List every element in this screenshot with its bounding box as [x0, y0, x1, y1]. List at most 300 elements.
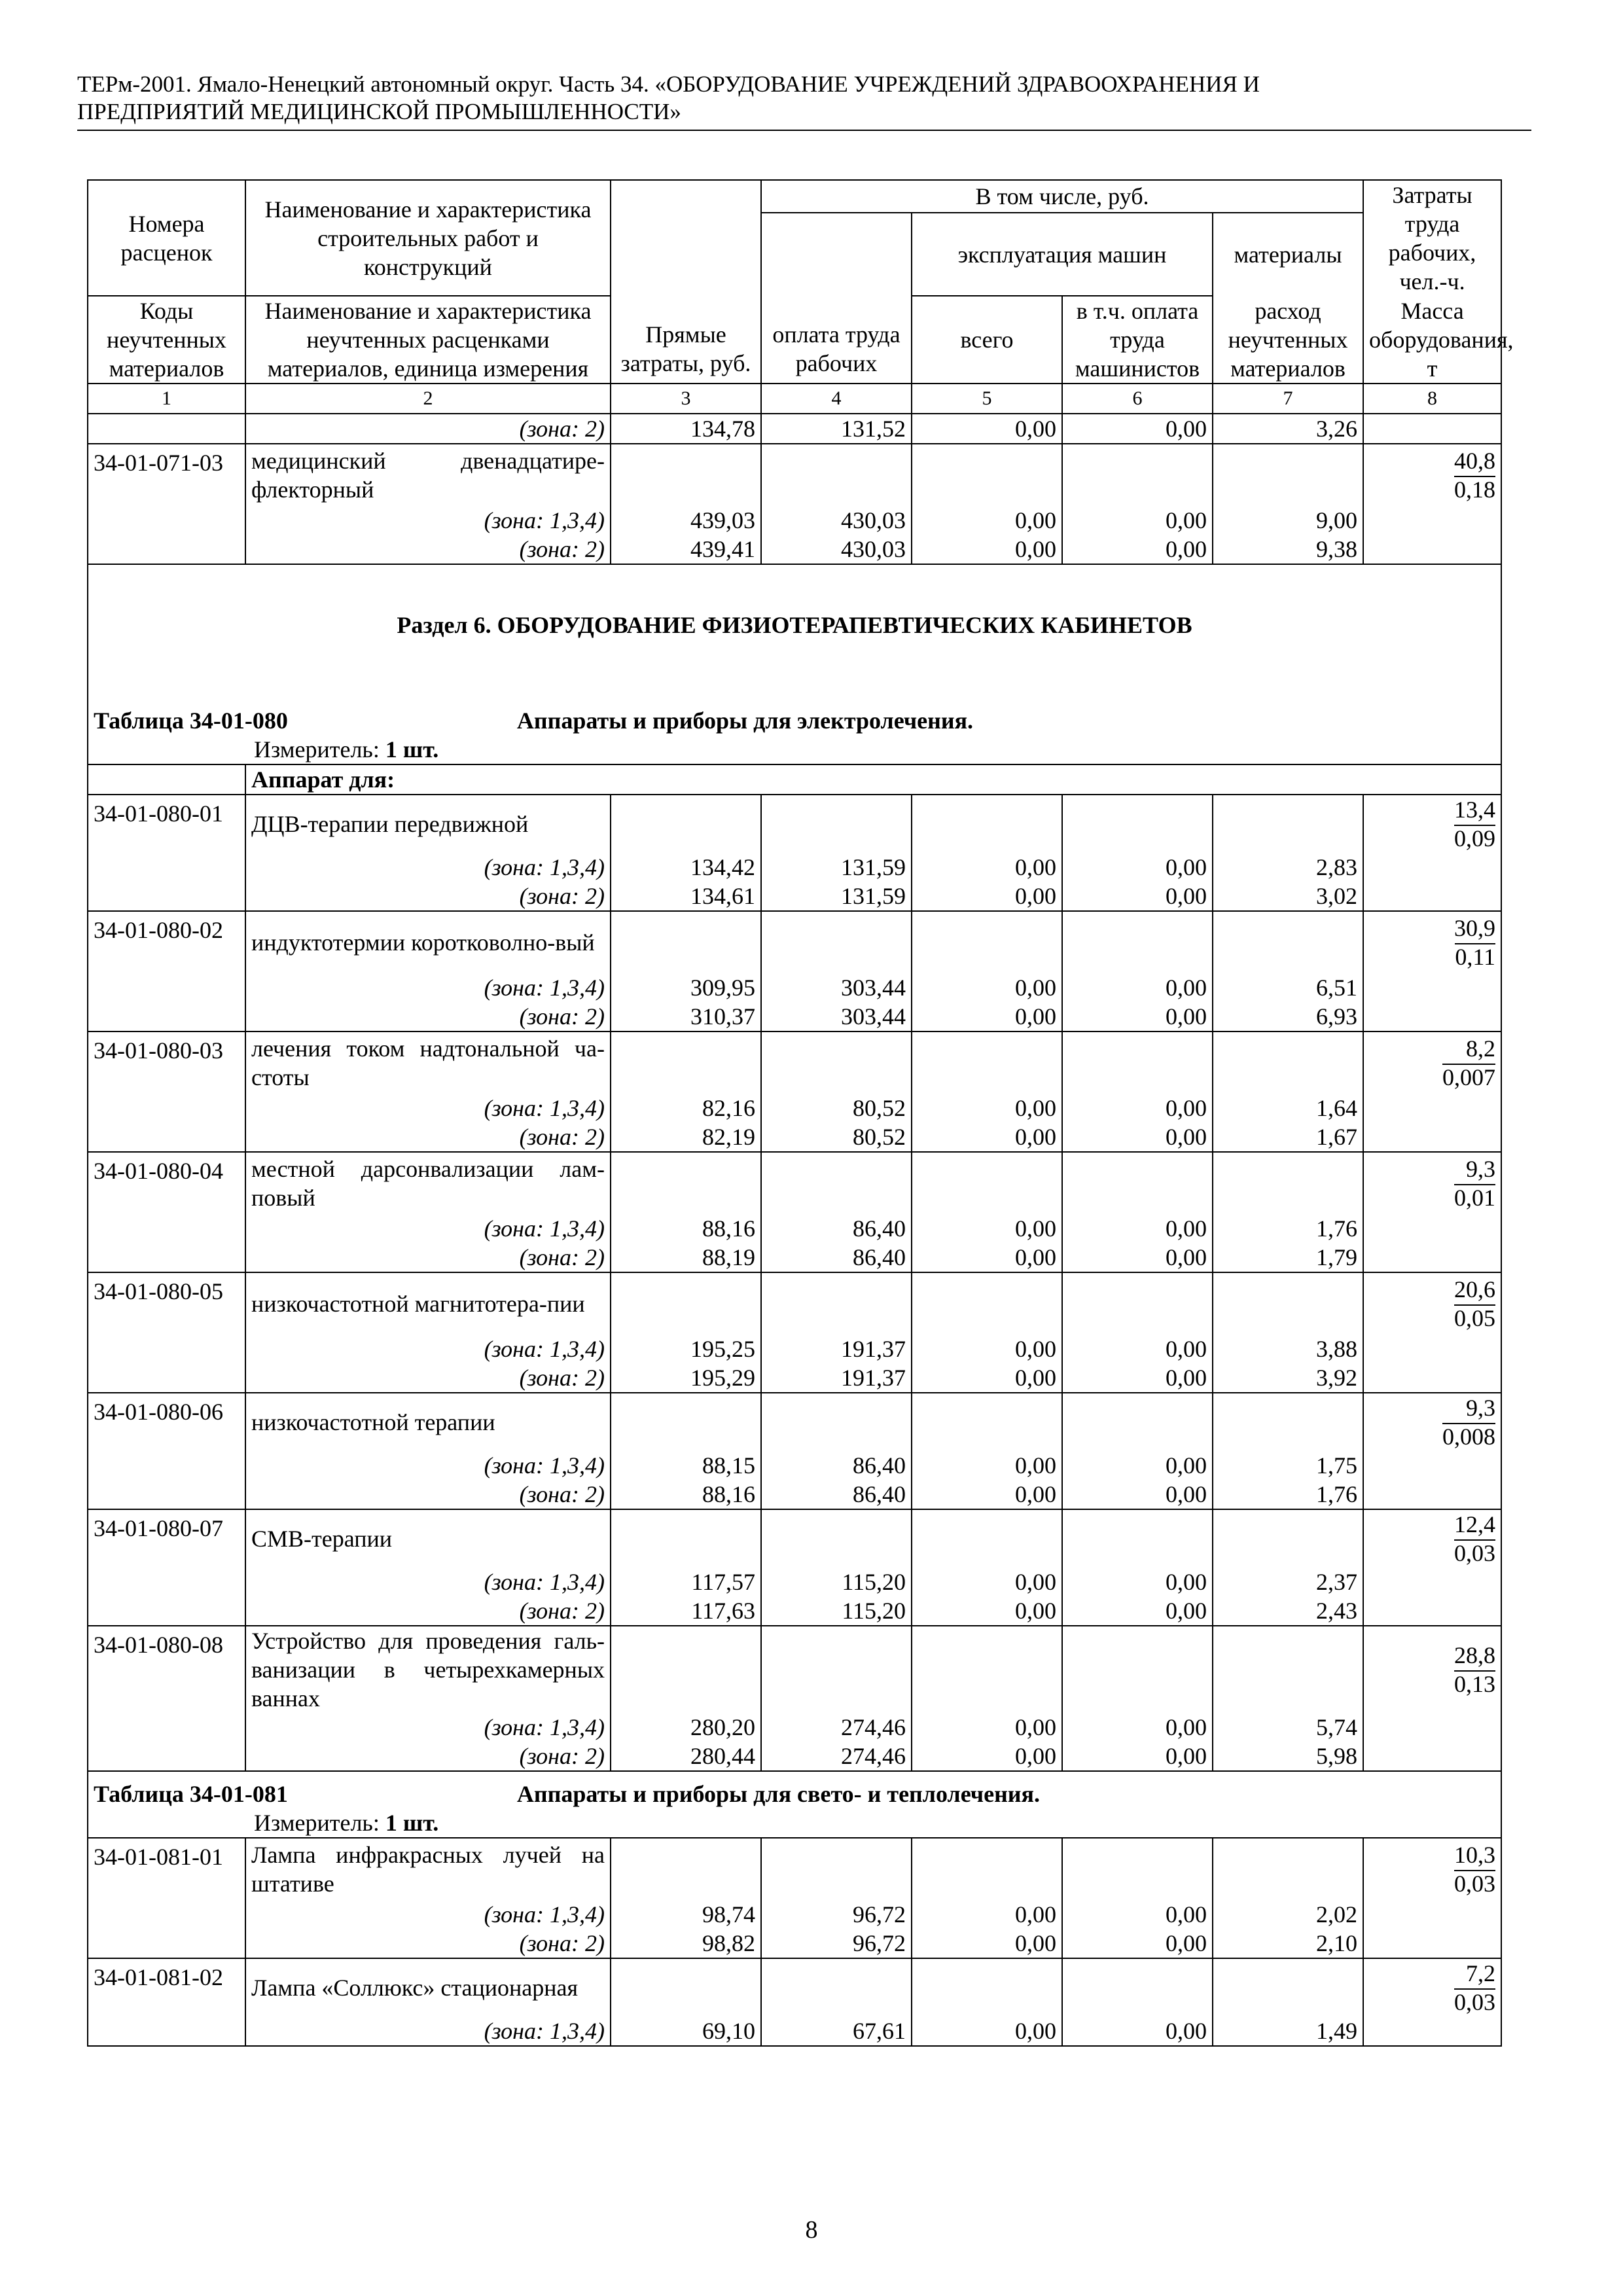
value: 0,00: [1166, 1569, 1207, 1595]
value: 80,52: [853, 1095, 906, 1121]
zone-row: [88, 506, 1501, 535]
measure-cell: [88, 1808, 1501, 1838]
rate-code: 34-01-080-08: [94, 1632, 223, 1658]
value: 86,40: [853, 1244, 906, 1270]
subheading-row: [88, 764, 1501, 795]
value: 303,44: [841, 975, 906, 1001]
value-cell: [1213, 1568, 1363, 1596]
table-subtitle: Аппараты и приборы для электролечения.: [516, 708, 974, 734]
zone-row: [88, 535, 1501, 564]
mass-value: 0,03: [1454, 1540, 1496, 1566]
item-code: [88, 1393, 245, 1451]
value-cell: [611, 1363, 761, 1393]
zone-label: (зона: 1,3,4): [484, 1215, 605, 1242]
item-name-text: лечения током надтональной ча-стоты: [251, 1035, 605, 1090]
value-cell: [611, 1713, 761, 1742]
value-cell: [761, 1243, 912, 1272]
header-line-1: ТЕРм-2001. Ямало-Ненецкий автономный округ. Часть 34. «ОБОРУДОВАНИЕ УЧРЕЖДЕНИЙ ЗДРАВООХРАНЕНИЯ И: [77, 71, 1260, 97]
zone-row: [88, 1929, 1501, 1958]
mass-cell-empty: [1363, 1243, 1501, 1272]
mass-value: 0,01: [1454, 1185, 1496, 1211]
value: 131,52: [841, 416, 906, 442]
value-cell: [1213, 1596, 1363, 1626]
value: 3,92: [1316, 1365, 1358, 1391]
item-row: [88, 1031, 1501, 1094]
mass-cell-empty: [1363, 1713, 1501, 1742]
value: 0,00: [1015, 1743, 1056, 1769]
materials-header: [1213, 213, 1363, 296]
value-cell: [912, 1214, 1062, 1243]
zone-row: [88, 1596, 1501, 1626]
table-title-row: [88, 1771, 1501, 1808]
zone-row: [88, 1363, 1501, 1393]
item-code: [88, 1152, 245, 1214]
column-number: [88, 384, 245, 414]
value-cell: [1062, 1742, 1213, 1771]
value-cell: [1062, 1451, 1213, 1480]
zone-cell: [245, 1002, 611, 1031]
item-name: [245, 1152, 611, 1214]
zone-label: (зона: 2): [519, 416, 605, 442]
value: 303,44: [841, 1003, 906, 1030]
item-code: [88, 1958, 245, 2017]
column-number-label: 7: [1283, 387, 1293, 409]
zone-row: [88, 1002, 1501, 1031]
value-cell: [912, 2017, 1062, 2046]
mass-value: 0,03: [1454, 1989, 1496, 2015]
value-cell: [1062, 1002, 1213, 1031]
value: 309,95: [690, 975, 755, 1001]
rate-code: 34-01-080-03: [94, 1037, 223, 1064]
zone-label: (зона: 2): [519, 536, 605, 562]
labor-value: 40,8: [1454, 448, 1496, 474]
item-name-text: медицинский двенадцатире-флекторный: [251, 448, 605, 503]
value: 3,26: [1316, 416, 1358, 442]
item-row: [88, 444, 1501, 506]
column-number-label: 2: [423, 387, 433, 409]
code-cell-empty: [88, 1568, 245, 1596]
value: 0,00: [1166, 416, 1207, 442]
rate-code: 34-01-071-03: [94, 450, 223, 476]
code-cell-empty: [88, 1122, 245, 1152]
measure-value: 1 шт.: [385, 736, 439, 762]
rate-code: 34-01-080-04: [94, 1158, 223, 1184]
zone-row: [88, 1122, 1501, 1152]
column-number: [912, 384, 1062, 414]
item-row: [88, 1272, 1501, 1335]
value-cell: [1062, 1596, 1213, 1626]
direct-costs-label: Прямые затраты, руб.: [620, 321, 751, 376]
column-number-label: 5: [982, 387, 992, 409]
wages-label: оплата труда рабочих: [772, 321, 901, 376]
value: 0,00: [1166, 1743, 1207, 1769]
item-name-text: Лампа инфракрасных лучей на штативе: [251, 1842, 605, 1897]
value-cell: [761, 414, 912, 444]
zone-row: [88, 853, 1501, 882]
value: 67,61: [853, 2018, 906, 2044]
value-cell: [611, 1122, 761, 1152]
value-cell: [1062, 1243, 1213, 1272]
value-cell: [761, 1900, 912, 1929]
col1-top-label: Номера расценок: [120, 210, 213, 266]
value-cell: [761, 853, 912, 882]
zone-label: (зона: 2): [519, 883, 605, 909]
subheading: Аппарат для:: [245, 764, 1501, 795]
value: 0,00: [1166, 1244, 1207, 1270]
labor-value: 7,2: [1466, 1960, 1496, 1986]
mass-value: 0,007: [1442, 1064, 1496, 1090]
value-cell: [912, 1568, 1062, 1596]
code-cell-empty: [88, 1214, 245, 1243]
value: 0,00: [1015, 1901, 1056, 1928]
mass-cell-empty: [1363, 506, 1501, 535]
value: 0,00: [1166, 1095, 1207, 1121]
code-cell-empty: [88, 535, 245, 564]
item-row: [88, 1958, 1501, 2017]
zone-label: (зона: 1,3,4): [484, 1095, 605, 1121]
zone-cell: [245, 1568, 611, 1596]
value: 86,40: [853, 1452, 906, 1479]
zone-cell: [245, 882, 611, 911]
value-cell: [611, 414, 761, 444]
value: 430,03: [841, 507, 906, 533]
code-cell-empty: [88, 1900, 245, 1929]
value-cell: [761, 1363, 912, 1393]
value-cell: [611, 1480, 761, 1509]
section-title: Раздел 6. ОБОРУДОВАНИЕ ФИЗИОТЕРАПЕВТИЧЕСКИХ КАБИНЕТОВ: [88, 564, 1501, 698]
value-cell: [1213, 506, 1363, 535]
value-cell: [1062, 1568, 1213, 1596]
value: 1,49: [1316, 2018, 1358, 2044]
zone-label: (зона: 2): [519, 1124, 605, 1150]
labor-mass-fraction: [1363, 795, 1501, 853]
mass-cell-empty: [1363, 2017, 1501, 2046]
item-name: [245, 1031, 611, 1094]
value-cell: [912, 1929, 1062, 1958]
value: 0,00: [1015, 975, 1056, 1001]
value: 82,16: [702, 1095, 755, 1121]
value-cell: [912, 1122, 1062, 1152]
column-number: [245, 384, 611, 414]
zone-label: (зона: 2): [519, 1003, 605, 1030]
labor-mass-fraction: [1363, 1031, 1501, 1094]
value-cell: [912, 414, 1062, 444]
value: 0,00: [1166, 1930, 1207, 1956]
col2-bottom-label: Наименование и характеристика неучтенных расценками материалов, единица измерения: [264, 298, 592, 382]
table-title: Таблица 34-01-081: [94, 1781, 288, 1807]
zone-cell: [245, 1451, 611, 1480]
value-cell: [1062, 1094, 1213, 1122]
zone-cell: [245, 1713, 611, 1742]
materials-unacc-header: [1213, 296, 1363, 384]
value: 0,00: [1015, 536, 1056, 562]
value-cell: [1213, 2017, 1363, 2046]
table-subtitle: Аппараты и приборы для свето- и теплолечения.: [516, 1781, 1041, 1807]
value: 0,00: [1015, 1714, 1056, 1740]
value-cell: [611, 535, 761, 564]
zone-cell: [245, 1335, 611, 1363]
value-cell: [1062, 1480, 1213, 1509]
zone-row: [88, 1451, 1501, 1480]
value-cell: [611, 1596, 761, 1626]
value: 191,37: [841, 1365, 906, 1391]
item-code: [88, 1626, 245, 1713]
value-cell: [1213, 1929, 1363, 1958]
value: 0,00: [1015, 1452, 1056, 1479]
rate-code: 34-01-080-01: [94, 800, 223, 827]
mass-cell-empty: [1363, 1002, 1501, 1031]
machines-header: [912, 213, 1213, 296]
value: 439,41: [690, 536, 755, 562]
code-cell-empty: [88, 1094, 245, 1122]
value: 0,00: [1166, 975, 1207, 1001]
value: 0,00: [1166, 1003, 1207, 1030]
rate-code: 34-01-080-07: [94, 1515, 223, 1541]
column-number-label: 6: [1132, 387, 1143, 409]
value: 439,03: [690, 507, 755, 533]
item-name: [245, 1838, 611, 1900]
value-cell: [1213, 1094, 1363, 1122]
measure-row: [88, 735, 1501, 764]
column-number: [1062, 384, 1213, 414]
value-cell: [611, 1335, 761, 1363]
value: 96,72: [853, 1901, 906, 1928]
value: 0,00: [1015, 416, 1056, 442]
labor-mass-fraction: [1363, 911, 1501, 973]
value-cell: [1062, 1214, 1213, 1243]
rate-code: 34-01-080-02: [94, 917, 223, 943]
header-row-1: [88, 180, 1501, 213]
zone-row: [88, 1568, 1501, 1596]
mass-value: 0,11: [1455, 944, 1496, 970]
value-cell: [611, 1451, 761, 1480]
measure-value: 1 шт.: [385, 1810, 439, 1836]
value-cell: [611, 1094, 761, 1122]
item-name: [245, 1272, 611, 1335]
item-code: [88, 911, 245, 973]
value: 0,00: [1166, 1714, 1207, 1740]
value: 134,61: [690, 883, 755, 909]
value-cell: [761, 1480, 912, 1509]
value: 0,00: [1166, 2018, 1207, 2044]
column-number: [761, 384, 912, 414]
zone-label: (зона: 1,3,4): [484, 1452, 605, 1479]
value: 1,64: [1316, 1095, 1358, 1121]
measure-label: Измеритель:: [254, 736, 380, 762]
value: 0,00: [1166, 1365, 1207, 1391]
measure-cell: [88, 735, 1501, 764]
code-cell-empty: [88, 1480, 245, 1509]
value-cell: [761, 1214, 912, 1243]
value-cell: [611, 1214, 761, 1243]
item-row: [88, 1509, 1501, 1568]
zone-label: (зона: 2): [519, 1598, 605, 1624]
incl-header: [761, 180, 1363, 213]
column-numbers-row: [88, 384, 1501, 414]
zone-row: [88, 973, 1501, 1002]
value-cell: [611, 1568, 761, 1596]
value: 0,00: [1015, 1244, 1056, 1270]
item-name-text: низкочастотной терапии: [251, 1409, 495, 1435]
value-cell: [761, 1094, 912, 1122]
zone-cell: [245, 535, 611, 564]
mass-cell-empty: [1363, 1122, 1501, 1152]
rate-code: 34-01-081-01: [94, 1844, 223, 1870]
value: 86,40: [853, 1481, 906, 1507]
value-cell: [761, 506, 912, 535]
zone-label: (зона: 2): [519, 1743, 605, 1769]
zone-label: (зона: 1,3,4): [484, 1714, 605, 1740]
item-row: [88, 1393, 1501, 1451]
machines-wages-label: в т.ч. оплата труда машинистов: [1075, 298, 1200, 382]
value-cell: [1062, 853, 1213, 882]
zone-row: [88, 1713, 1501, 1742]
value-cell: [912, 1480, 1062, 1509]
value: 0,00: [1015, 883, 1056, 909]
item-code: [88, 444, 245, 506]
value-cell: [611, 882, 761, 911]
value-cell: [1213, 853, 1363, 882]
value: 195,25: [690, 1336, 755, 1362]
value-cell: [1213, 1243, 1363, 1272]
value: 0,00: [1015, 1095, 1056, 1121]
labor-mass-fraction: [1363, 1838, 1501, 1900]
zone-row: [88, 1335, 1501, 1363]
value: 1,79: [1316, 1244, 1358, 1270]
item-code: [88, 1838, 245, 1900]
zone-cell: [245, 1363, 611, 1393]
mass-cell-empty: [1363, 1094, 1501, 1122]
value: 0,00: [1166, 1481, 1207, 1507]
mass-cell-empty: [1363, 1480, 1501, 1509]
value-cell: [1213, 1742, 1363, 1771]
value: 3,88: [1316, 1336, 1358, 1362]
measure-row: [88, 1808, 1501, 1838]
code-cell-empty: [88, 1596, 245, 1626]
zone-label: (зона: 2): [519, 1930, 605, 1956]
value-cell: [1213, 535, 1363, 564]
code-cell-empty: [88, 1713, 245, 1742]
value: 98,74: [702, 1901, 755, 1928]
table-title-row: [88, 698, 1501, 735]
item-name-text: ДЦВ-терапии передвижной: [251, 811, 529, 837]
labor-value: 12,4: [1454, 1511, 1496, 1537]
value: 0,00: [1015, 2018, 1056, 2044]
item-code: [88, 1272, 245, 1335]
mass-value: 0,18: [1454, 476, 1496, 503]
value-cell: [761, 1742, 912, 1771]
value-cell: [912, 1451, 1062, 1480]
mass-cell-empty: [1363, 1451, 1501, 1480]
item-name-text: индуктотермии коротковолно-вый: [251, 929, 595, 956]
value: 88,15: [702, 1452, 755, 1479]
column-number-label: 3: [681, 387, 691, 409]
value-cell: [1213, 1335, 1363, 1363]
mass-cell-empty: [1363, 1568, 1501, 1596]
col1-bottom-label: Коды неучтенных материалов: [107, 298, 226, 382]
value: 0,00: [1166, 883, 1207, 909]
zone-cell: [245, 1480, 611, 1509]
zone-row: [88, 1742, 1501, 1771]
value: 1,67: [1316, 1124, 1358, 1150]
value: 191,37: [841, 1336, 906, 1362]
zone-cell: [245, 1929, 611, 1958]
value-cell: [1213, 1713, 1363, 1742]
value-cell: [761, 882, 912, 911]
mass-value: 0,09: [1454, 825, 1496, 852]
zone-row: [88, 2017, 1501, 2046]
value-cell: [761, 1002, 912, 1031]
value: 0,00: [1015, 854, 1056, 880]
item-row: [88, 795, 1501, 853]
value: 0,00: [1015, 1930, 1056, 1956]
value-cell: [1213, 1480, 1363, 1509]
zone-cell: [245, 1094, 611, 1122]
column-number-label: 4: [831, 387, 842, 409]
labor-mass-fraction: [1363, 1958, 1501, 2017]
item-name: [245, 911, 611, 973]
value: 0,00: [1015, 1569, 1056, 1595]
mass-cell-empty: [1363, 1742, 1501, 1771]
value: 2,37: [1316, 1569, 1358, 1595]
labor-mass-fraction: [1363, 1152, 1501, 1214]
value: 2,02: [1316, 1901, 1358, 1928]
value: 80,52: [853, 1124, 906, 1150]
rate-code: 34-01-081-02: [94, 1964, 223, 1990]
value: 6,51: [1316, 975, 1358, 1001]
value-cell: [611, 1900, 761, 1929]
zone-cell: [245, 1742, 611, 1771]
direct-costs-header: [611, 180, 761, 384]
value-cell: [1213, 1002, 1363, 1031]
item-row: [88, 1838, 1501, 1900]
table-title-cell: [88, 698, 1501, 735]
zone-cell: [245, 1214, 611, 1243]
machines-total-header: [912, 296, 1062, 384]
value-cell: [912, 882, 1062, 911]
value: 0,00: [1015, 1365, 1056, 1391]
wages-header: [761, 213, 912, 384]
mass-cell-empty: [1363, 535, 1501, 564]
value: 0,00: [1166, 1452, 1207, 1479]
labor-value: 28,8: [1454, 1642, 1496, 1668]
value-cell: [611, 1742, 761, 1771]
item-name-text: СМВ-терапии: [251, 1526, 393, 1552]
value-cell: [912, 1596, 1062, 1626]
column-number: [1363, 384, 1501, 414]
zone-cell: [245, 1243, 611, 1272]
value-cell: [611, 2017, 761, 2046]
labor-value: 9,3: [1466, 1395, 1496, 1421]
value-cell: [761, 535, 912, 564]
value-cell: [1062, 506, 1213, 535]
value-cell: [1213, 1363, 1363, 1393]
labor-label: Затраты труда рабочих, чел.-ч.: [1388, 182, 1476, 295]
zone-cell: [245, 853, 611, 882]
code-cell-empty: [88, 1929, 245, 1958]
mass-header: [1363, 296, 1514, 384]
value: 0,00: [1015, 1481, 1056, 1507]
labor-mass-fraction: [1363, 1393, 1501, 1451]
value: 0,00: [1015, 1003, 1056, 1030]
value: 9,00: [1316, 507, 1358, 533]
value-cell: [611, 1002, 761, 1031]
value-cell: [1062, 973, 1213, 1002]
value-cell: [1062, 2017, 1213, 2046]
zone-row: [88, 1214, 1501, 1243]
value: 82,19: [702, 1124, 755, 1150]
col1-bottom-header: [88, 296, 245, 384]
